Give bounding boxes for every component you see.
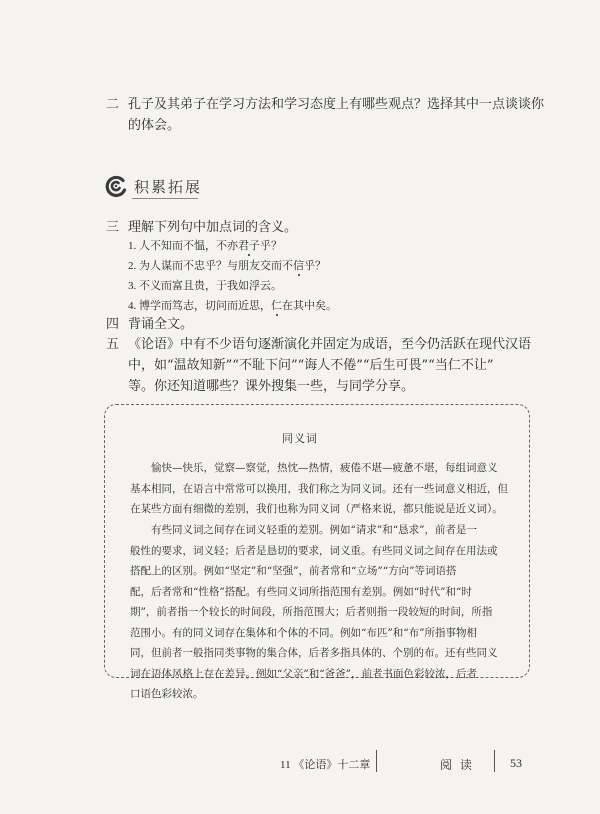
item-text: 2. 为人谋而不忠乎？与朋友交而不	[128, 260, 293, 272]
sentence-item-2	[128, 258, 326, 275]
box-paragraph-2	[130, 520, 498, 705]
item-text: 1. 人不知而不愠，不亦	[128, 240, 238, 252]
spiral-c-icon	[104, 174, 128, 198]
footer-chapter: 11 《论语》十二章	[280, 759, 371, 771]
question-number: 三	[106, 220, 120, 235]
page-number: 53	[510, 756, 522, 770]
question-number: 五	[106, 337, 120, 352]
text-line: 理解下列句中加点词的含义。	[128, 220, 298, 235]
item-text: 乎？	[304, 260, 326, 272]
text-line: 期”，前者指一个较长的时间段，所指范围大；后者则指一段较短的时间，所指	[130, 606, 493, 618]
text-line: 愉快—快乐，觉察—察觉，热忱—热情，疲倦不堪—疲惫不堪，每组词意义	[151, 462, 498, 474]
text-line: 在某些方面有细微的差别，我们也称为同义词（严格来说，都只能说是近义词）。	[130, 503, 503, 515]
text-line: 孔子及其弟子在学习方法和学习态度上有哪些观点？选择其中一点谈谈你	[128, 97, 545, 112]
heading-underline	[132, 198, 198, 199]
sentence-item-3	[128, 278, 282, 295]
text-line: 口语色彩较浓。	[130, 688, 204, 700]
text-line: 有些同义词之间存在词义轻重的差别。例如“请求”和“恳求”，前者是一	[151, 524, 477, 536]
item-text: 在其中矣。	[282, 300, 337, 312]
text-line: 中，如“温故知新”“不耻下问”“诲人不倦”“后生可畏”“当仁不让”	[128, 358, 494, 373]
text-line: 范围小。有的同义词存在集体和个体的不同。例如“布匹”和“布”所指事物相	[130, 626, 477, 639]
question-text	[128, 334, 531, 397]
section-heading	[104, 172, 284, 202]
box-title: 同义词	[282, 432, 318, 445]
text-line: 《论语》中有不少语句逐渐演化并固定为成语，至今仍活跃在现代汉语	[128, 337, 532, 352]
text-line: 同，但前者一般指同类事物的集合体，后者多指具体的、个别的布。还有些同义	[130, 647, 498, 659]
footer-divider	[376, 750, 377, 772]
sentence-item-1	[128, 238, 282, 255]
dotted-word: 信	[293, 260, 304, 272]
text-line: 般性的要求，词义轻；后者是恳切的要求，词义重。有些同义词之间存在用法或	[130, 544, 498, 557]
dotted-word: 君子	[238, 240, 260, 252]
item-text: 乎？	[260, 240, 282, 252]
item-text: 3. 不义而富且贵，于我如浮云。	[128, 280, 282, 292]
text-line: 等。你还知道哪些？课外搜集一些，与同学分享。	[128, 379, 415, 394]
text-line: 搭配上的区别。例如“坚定”和“坚强”，前者常和“立场”“方向”等词语搭	[130, 565, 457, 577]
text-line: 的体会。	[128, 118, 181, 133]
item-text: 4. 博学而笃志，切问而近思，	[128, 300, 271, 312]
question-text	[128, 314, 193, 335]
question-text	[128, 217, 297, 238]
question-number: 二	[106, 97, 120, 112]
text-line: 背诵全文。	[128, 317, 194, 332]
sentence-item-4	[128, 298, 337, 315]
section-title: 积累拓展	[134, 178, 203, 196]
footer-unit: 阅 读	[440, 758, 474, 772]
text-line: 基本相同，在语言中常常可以换用，我们称之为同义词。还有一些词意义相近，但	[130, 482, 508, 495]
box-paragraph-1	[130, 458, 508, 520]
footer-divider	[494, 750, 495, 772]
text-line: 词在语体风格上存在差异。例如“父亲”和“爸爸”，前者书面色彩较浓，后者	[130, 667, 477, 680]
question-text	[128, 94, 544, 136]
dotted-word: 仁	[271, 300, 282, 312]
question-number: 四	[106, 317, 120, 332]
text-line: 配，后者常和“性格”搭配。有些同义词所指范围有差别。例如“时代”和“时	[130, 585, 472, 598]
